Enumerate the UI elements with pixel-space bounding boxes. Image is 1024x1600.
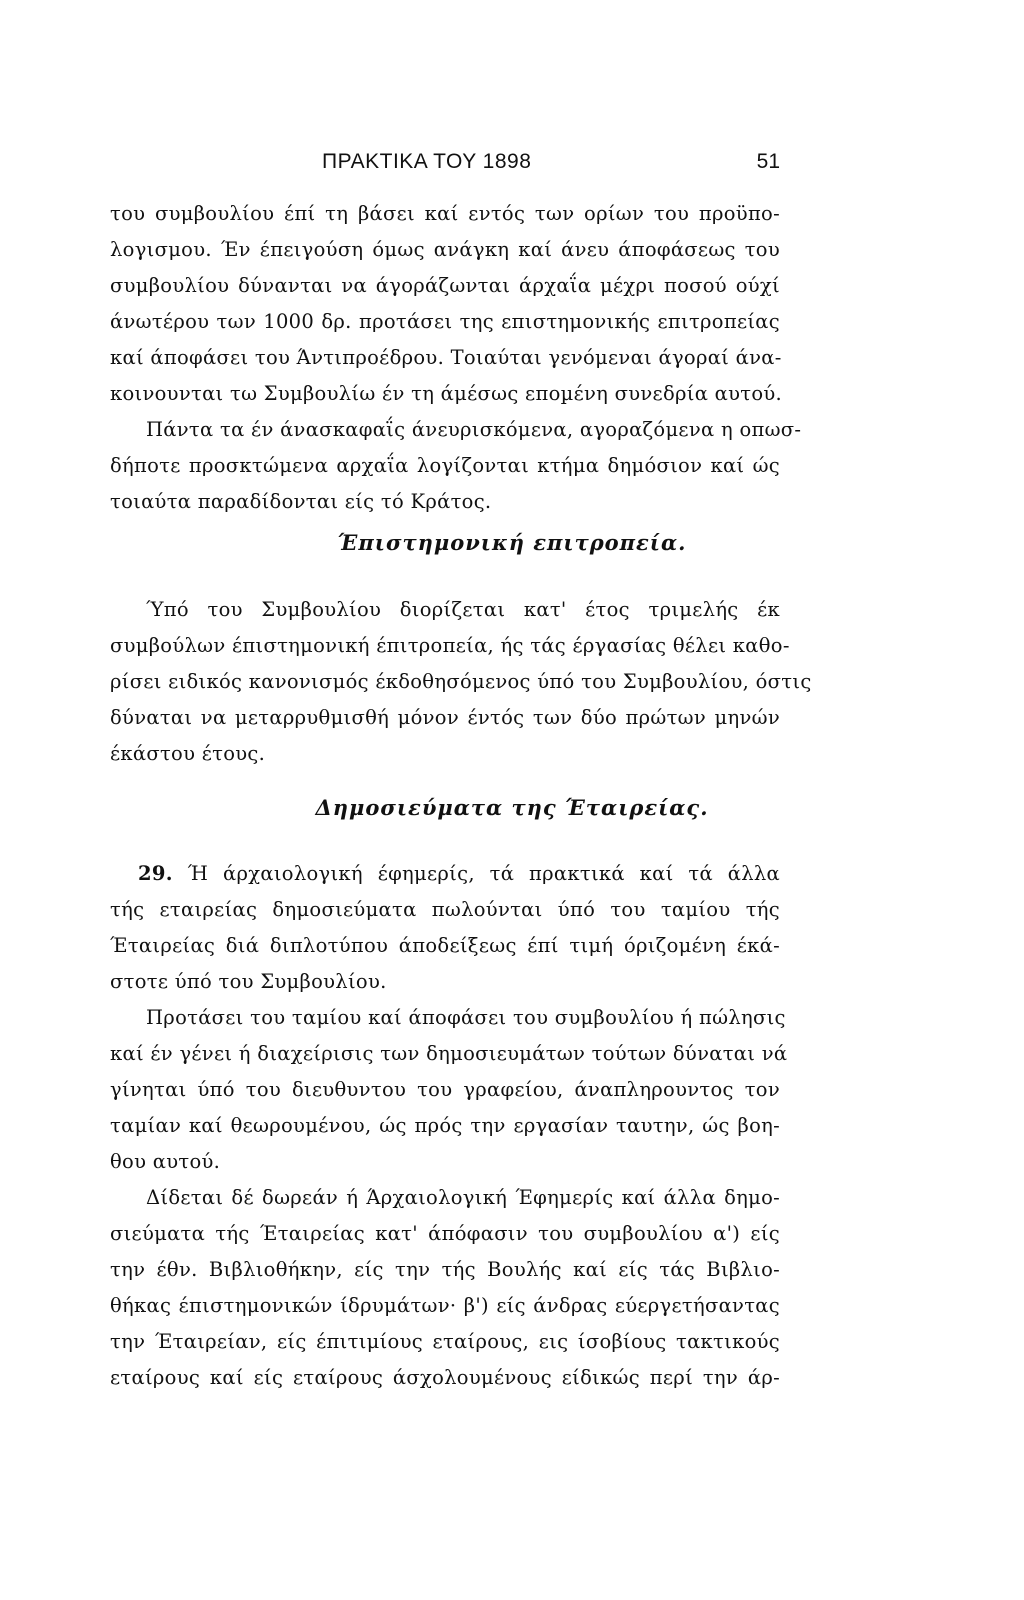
text-line: δύναται να μεταρρυθμισθή μόνον έντός των δύο πρώτων μηνών: [110, 706, 780, 729]
text-line: κοινουνται τω Συμβουλίω έν τη άμέσως εποµένη συνεδρία αυτού.: [110, 382, 783, 405]
text-line: την Έταιρείαν, είς έπιτιμίους εταίρους, εις ίσοβίους τακτικούς: [110, 1330, 780, 1353]
paragraph-continued: [110, 196, 783, 412]
running-header: [110, 150, 780, 180]
paragraph-committee: [110, 592, 812, 772]
text-line: Ύπό του Συμβουλίου διορίζεται κατ' έτος τριμελής έκ: [146, 598, 780, 621]
text-line: του συμβουλίου έπί τη βάσει καί εντός των ορίων του προϋπο-: [110, 202, 780, 225]
text-line: Πάντα τα έν άνασκαφαΐς άνευρισκόμενα, αγοραζόμενα η οπωσ-: [146, 418, 802, 441]
text-line: συμβουλίου δύνανται να άγοράζωνται άρχαΐα μέχρι ποσού ούχί: [110, 274, 780, 297]
paragraph-antiquities: [110, 412, 802, 520]
page-number: 51: [756, 150, 780, 173]
text-line: έκάστου έτους.: [110, 742, 266, 765]
text-line: τοιαύτα παραδίδονται είς τό Κράτος.: [110, 490, 492, 513]
text-line: τής εταιρείας δημοσιεύματα πωλούνται ύπό του ταμίου τής: [110, 898, 780, 921]
text-line: θου αυτού.: [110, 1150, 221, 1173]
text-line: άνωτέρου των 1000 δρ. προτάσει της επιστημονικής επιτροπείας: [110, 310, 780, 333]
text-line: θήκας έπιστημονικών ίδρυμάτων· β') είς άνδρας εύεργετήσαντας: [110, 1294, 780, 1317]
text-line: [110, 856, 780, 892]
section-heading-publications: Δημοσιεύματα της Έταιρείας.: [315, 795, 709, 820]
text-line: ταμίαν καί θεωρουμένου, ώς πρός την εργασίαν ταυτην, ώς βοη-: [110, 1114, 780, 1137]
text-line: καί έν γένει ή διαχείρισις των δημοσιευμάτων τούτων δύναται νά: [110, 1042, 788, 1065]
text-line: Προτάσει του ταμίου καί άποφάσει του συμβουλίου ή πώλησις: [146, 1006, 786, 1029]
text-line-content: Ή άρχαιολογική έφημερίς, τά πρακτικά καί τά άλλα: [187, 862, 780, 885]
text-line: στοτε ύπό του Συμβουλίου.: [110, 970, 387, 993]
text-line: Έταιρείας διά διπλοτύπου άποδείξεως έπί τιμή όριζομένη έκά-: [110, 934, 780, 957]
section-heading-committee: Έπιστημονική επιτροπεία.: [337, 530, 687, 555]
text-line: σιεύματα τής Έταιρείας κατ' άπόφασιν του συμβουλίου α') είς: [110, 1222, 780, 1245]
paragraph-sales: [110, 1000, 788, 1180]
running-title: ΠΡΑΚΤΙΚΑ ΤΟΥ 1898: [322, 150, 532, 173]
section-number: 29.: [138, 862, 173, 885]
section-29: [110, 856, 780, 1000]
text-line: γίνηται ύπό του διευθυντου του γραφείου, άναπληρουντος τον: [110, 1078, 780, 1101]
paragraph-donations: [110, 1180, 780, 1396]
text-line: συμβούλων έπιστημονική έπιτροπεία, ής τάς έργασίας θέλει καθο-: [110, 634, 790, 657]
text-line: ρίσει ειδικός κανονισμός έκδοθησόμενος ύπό του Συμβουλίου, όστις: [110, 670, 812, 693]
text-line: την έθν. Βιβλιοθήκην, είς την τής Βουλής καί είς τάς Βιβλιο-: [110, 1258, 780, 1281]
text-line: Δίδεται δέ δωρεάν ή Άρχαιολογική Έφημερίς καί άλλα δημο-: [146, 1186, 780, 1209]
text-line: δήποτε προσκτώμενα αρχαΐα λογίζονται κτήμα δημόσιον καί ώς: [110, 454, 780, 477]
text-line: λογισμου. Έν έπειγούση όμως ανάγκη καί άνευ άποφάσεως του: [110, 238, 780, 261]
text-line: καί άποφάσει του Άντιπροέδρου. Τοιαύται γενόμεναι άγοραί άνα-: [110, 346, 782, 369]
text-line: εταίρους καί είς εταίρους άσχολουμένους είδικώς περί την άρ-: [110, 1366, 780, 1389]
